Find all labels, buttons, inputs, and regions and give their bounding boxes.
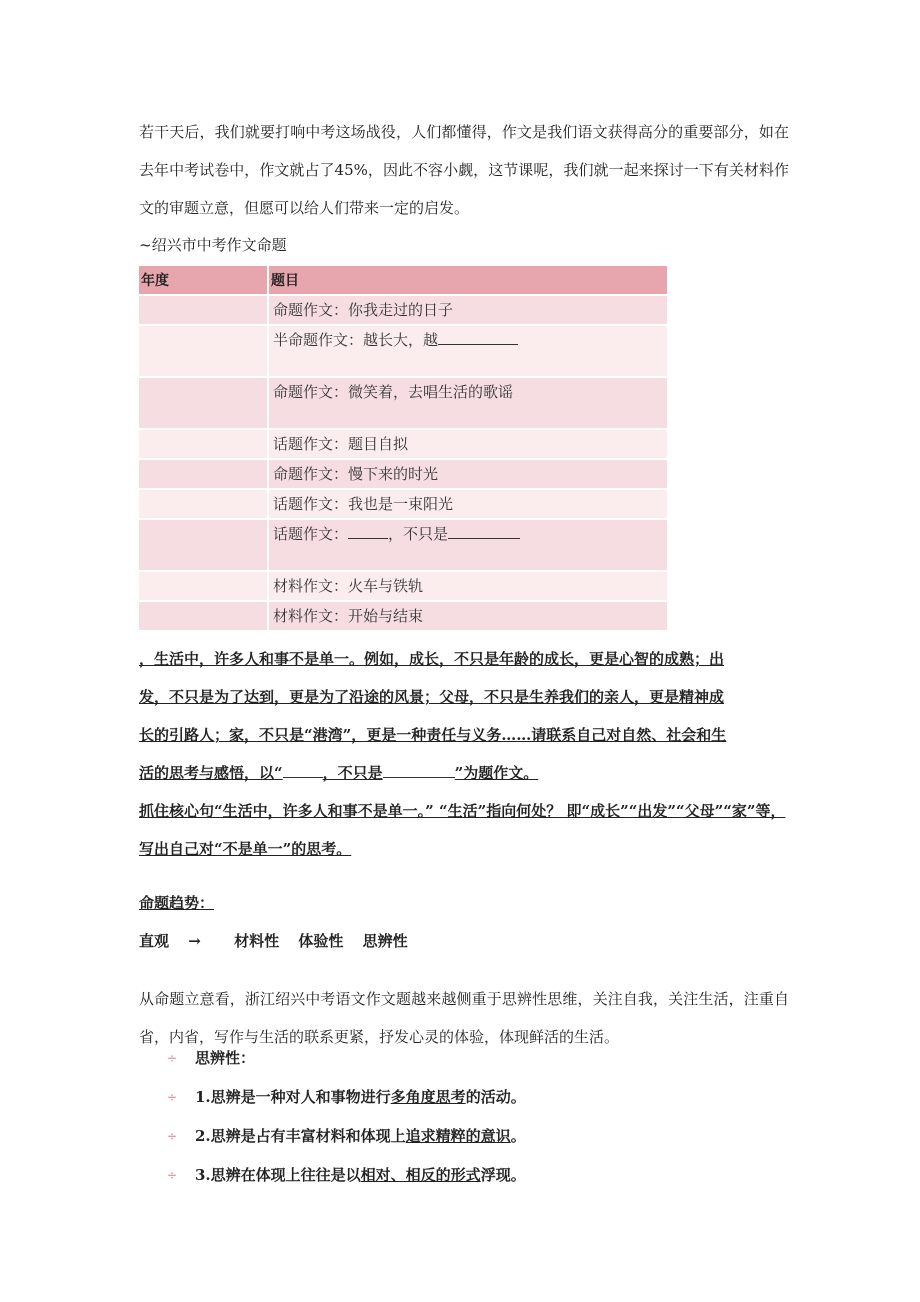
topic-cell: 材料作文：开始与结束 — [269, 602, 667, 630]
year-cell — [139, 490, 269, 518]
topic-cell: 话题作文：我也是一束阳光 — [269, 490, 667, 518]
year-cell — [139, 296, 269, 324]
material-line: ，生活中，许多人和事不是单一。例如，成长，不只是年龄的成长，更是心智的成熟；出 — [139, 650, 725, 668]
bullet-text: 的活动。 — [465, 1088, 526, 1106]
bullet-list — [167, 1043, 526, 1199]
fill-blank — [283, 763, 323, 778]
topic-cell: 命题作文：慢下来的时光 — [269, 460, 667, 488]
material-text: ”为题作文。 — [454, 764, 539, 782]
topic-cell — [269, 520, 667, 570]
material-line: 发，不只是为了达到，更是为了沿途的风景；父母，不只是生养我们的亲人，更是精神成 — [139, 688, 725, 706]
material-prompt — [139, 640, 789, 792]
trend-item: 材料性 — [234, 932, 280, 950]
intro-paragraph: 若干天后，我们就要打响中考这场战役，人们都懂得，作文是我们语文获得高分的重要部分，如在去年中考试卷中，作文就占了45%，因此不容小觑，这节课呢，我们就一起来探讨一下有关材料作文的审题立意，但愿可以给人们带来一定的启发。 — [139, 123, 789, 217]
topic-cell: 话题作文：题目自拟 — [269, 430, 667, 458]
fill-blank — [383, 763, 455, 778]
trend-item: 思辨性 — [362, 932, 408, 950]
table-row — [139, 378, 667, 428]
bullet-text: 1.思辨是一种对人和事物进行 — [195, 1088, 391, 1106]
bullet-emphasis: 多角度思考 — [390, 1088, 466, 1106]
list-item — [167, 1160, 526, 1199]
table-row — [139, 430, 667, 458]
table-header-row — [139, 266, 667, 294]
topic-cell: 命题作文：你我走过的日子 — [269, 296, 667, 324]
bullet-text: 浮现。 — [480, 1166, 526, 1184]
year-cell — [139, 326, 269, 376]
year-cell — [139, 572, 269, 600]
topic-cell: 材料作文：火车与铁轨 — [269, 572, 667, 600]
bullet-text: 2.思辨是占有丰富材料和体现上 — [195, 1127, 406, 1145]
trend-progression — [139, 930, 422, 951]
topic-cell: 命题作文：微笑着，去唱生活的歌谣 — [269, 378, 667, 428]
year-cell — [139, 430, 269, 458]
table-row — [139, 490, 667, 518]
table-row — [139, 326, 667, 376]
material-text: ，不只是 — [322, 764, 383, 782]
list-item — [167, 1121, 526, 1160]
bullet-icon: ÷ — [167, 1051, 178, 1065]
year-cell — [139, 460, 269, 488]
bullet-emphasis: 相对、相反的形式 — [360, 1166, 481, 1184]
topic-text: ，不只是 — [388, 525, 449, 543]
bullet-emphasis: 追求精粹的意识 — [405, 1127, 511, 1145]
material-line — [139, 754, 789, 792]
list-item — [167, 1082, 526, 1121]
table-row — [139, 602, 667, 630]
trend-item: 体验性 — [298, 932, 344, 950]
table-caption: ~绍兴市中考作文命题 — [139, 236, 287, 254]
header-topic: 题目 — [269, 266, 667, 294]
bullet-text: 3.思辨在体现上往往是以 — [195, 1166, 361, 1184]
fill-blank — [438, 330, 518, 345]
topics-table — [139, 264, 667, 632]
year-cell — [139, 602, 269, 630]
topic-text: 话题作文： — [273, 525, 349, 543]
bullet-icon: ÷ — [167, 1129, 178, 1143]
fill-blank — [348, 524, 388, 539]
bullet-text: 。 — [510, 1127, 526, 1145]
header-year: 年度 — [139, 266, 269, 294]
table-row — [139, 520, 667, 570]
core-sentence-note: 抓住核心句“生活中，许多人和事不是单一。” “生活”指向何处？ 即“成长”“出发”“父母”“家”等，写出自己对“不是单一”的思考。 — [139, 802, 786, 858]
table-row — [139, 460, 667, 488]
list-item — [167, 1043, 526, 1082]
topic-cell — [269, 326, 667, 376]
topic-text: 半命题作文：越长大，越 — [273, 331, 439, 349]
bullet-icon: ÷ — [167, 1168, 178, 1182]
fill-blank — [448, 524, 520, 539]
table-row — [139, 572, 667, 600]
trend-title: 命题趋势： — [139, 894, 215, 912]
bullet-icon: ÷ — [167, 1090, 178, 1104]
bullet-text: 思辨性： — [195, 1049, 256, 1067]
year-cell — [139, 378, 269, 428]
material-text: 活的思考与感悟，以“ — [139, 764, 283, 782]
material-line: 长的引路人；家，不只是“港湾”，更是一种责任与义务……请联系自己对自然、社会和生 — [139, 726, 727, 744]
trend-description: 从命题立意看，浙江绍兴中考语文作文题越来越侧重于思辨性思维，关注自我，关注生活，注重自省，内省，写作与生活的联系更紧，抒发心灵的体验，体现鲜活的生活。 — [139, 990, 789, 1046]
arrow-right-icon: → — [188, 932, 201, 950]
trend-from: 直观 — [139, 932, 170, 950]
year-cell — [139, 520, 269, 570]
table-row — [139, 296, 667, 324]
